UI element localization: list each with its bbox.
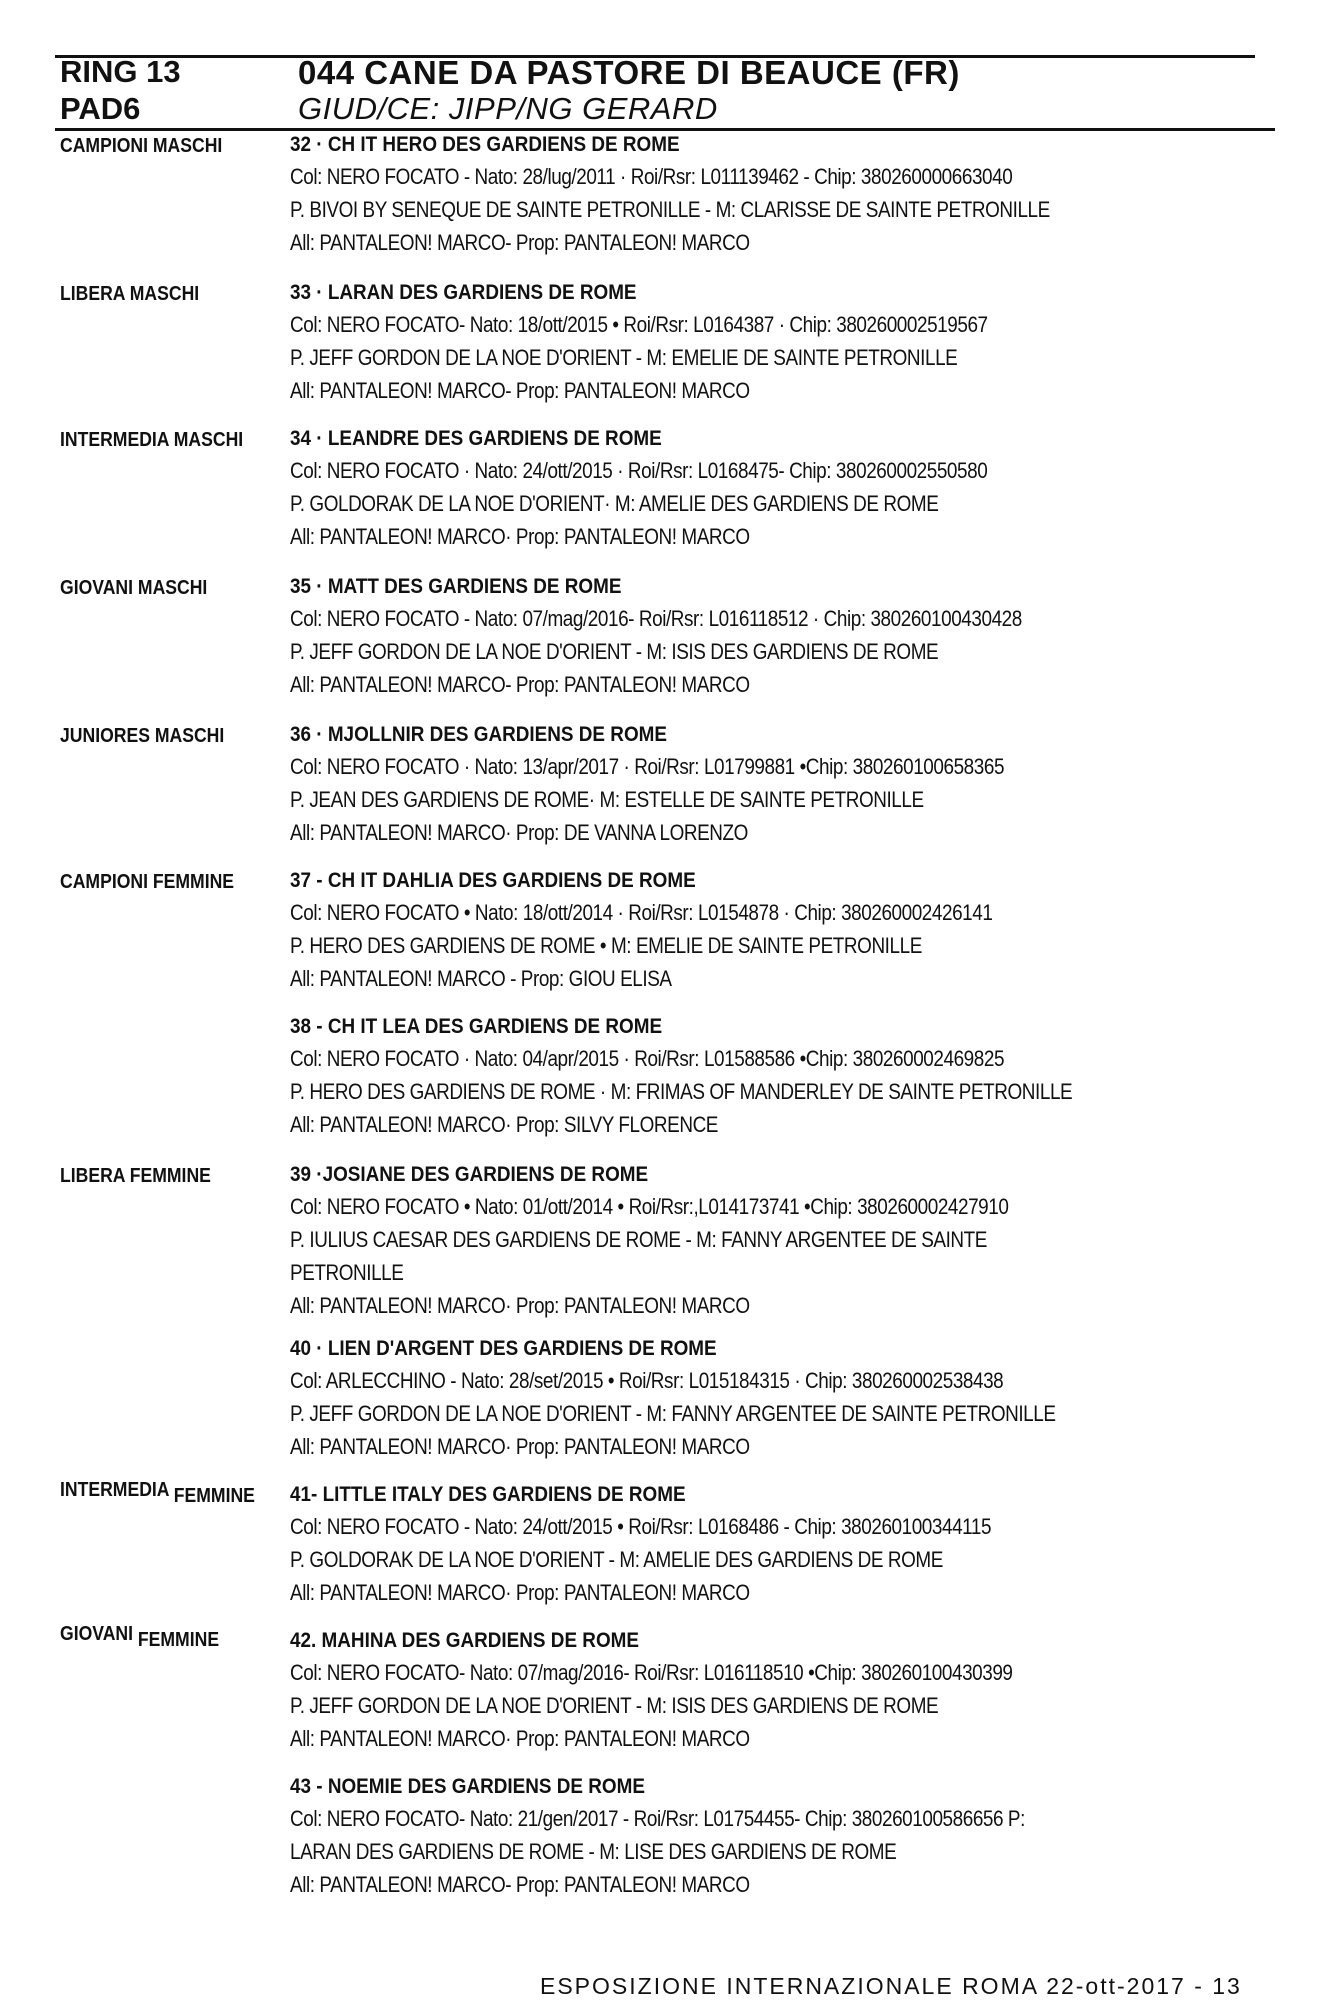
entry-parents: P. BIVOI BY SENEQUE DE SAINTE PETRONILLE - M: CLARISSE DE SAINTE PETRONILLE <box>290 197 1050 222</box>
entry-owner: All: PANTALEON! MARCO - Prop: GIOU ELISA <box>290 966 672 991</box>
entry-40 <box>290 1334 1250 1463</box>
entry-33 <box>290 278 1250 407</box>
entry-title: 42. MAHINA DES GARDIENS DE ROME <box>290 1629 640 1652</box>
class-label-giovani-maschi: GIOVANI MASCHI <box>60 577 208 599</box>
entry-title: 34 · LEANDRE DES GARDIENS DE ROME <box>290 427 662 450</box>
entry-details: Col: NERO FOCATO- Nato: 07/mag/2016- Roi/Rsr: L016118510 •Chip: 380260100430399 <box>290 1660 1013 1685</box>
entry-owner: All: PANTALEON! MARCO· Prop: DE VANNA LORENZO <box>290 820 748 845</box>
entry-owner: All: PANTALEON! MARCO- Prop: PANTALEON! MARCO <box>290 230 750 255</box>
entry-title: 41- LITTLE ITALY DES GARDIENS DE ROME <box>290 1483 686 1506</box>
entry-41 <box>290 1480 1250 1609</box>
entry-title: 39 ·JOSIANE DES GARDIENS DE ROME <box>290 1163 649 1186</box>
ring-number: RING 13 <box>60 54 181 89</box>
entry-36 <box>290 720 1250 849</box>
entry-parents: P. JEFF GORDON DE LA NOE D'ORIENT - M: FANNY ARGENTEE DE SAINTE PETRONILLE <box>290 1401 1056 1426</box>
entry-parents: P. JEAN DES GARDIENS DE ROME· M: ESTELLE DE SAINTE PETRONILLE <box>290 787 924 812</box>
entry-parents: P. JEFF GORDON DE LA NOE D'ORIENT - M: ISIS DES GARDIENS DE ROME <box>290 639 939 664</box>
entry-details: Col: NERO FOCATO- Nato: 18/ott/2015 • Roi/Rsr: L0164387 · Chip: 380260002519567 <box>290 312 988 337</box>
class-label-part: INTERMEDIA <box>60 1479 169 1501</box>
entry-details: Col: NERO FOCATO • Nato: 01/ott/2014 • Roi/Rsr:,L014173741 •Chip: 380260002427910 <box>290 1194 1009 1219</box>
entry-owner: All: PANTALEON! MARCO· Prop: PANTALEON! MARCO <box>290 1293 750 1318</box>
breed-title: 044 CANE DA PASTORE DI BEAUCE (FR) <box>298 54 960 91</box>
entry-details: Col: NERO FOCATO - Nato: 28/lug/2011 · Roi/Rsr: L011139462 - Chip: 380260000663040 <box>290 164 1013 189</box>
entry-owner: All: PANTALEON! MARCO· Prop: SILVY FLORENCE <box>290 1112 718 1137</box>
entry-owner: All: PANTALEON! MARCO- Prop: PANTALEON! MARCO <box>290 1872 750 1897</box>
entry-parents-continued: PETRONILLE <box>290 1260 404 1285</box>
entry-parents: LARAN DES GARDIENS DE ROME - M: LISE DES GARDIENS DE ROME <box>290 1839 897 1864</box>
entry-34 <box>290 424 1250 553</box>
class-label-campioni-maschi: CAMPIONI MASCHI <box>60 135 223 157</box>
entry-title: 32 · CH IT HERO DES GARDIENS DE ROME <box>290 133 680 156</box>
entry-38 <box>290 1012 1250 1141</box>
entry-32 <box>290 130 1250 259</box>
class-label-part: FEMMINE <box>137 1629 220 1651</box>
class-label-campioni-femmine: CAMPIONI FEMMINE <box>60 871 235 893</box>
entry-owner: All: PANTALEON! MARCO· Prop: PANTALEON! MARCO <box>290 1580 750 1605</box>
entry-parents: P. HERO DES GARDIENS DE ROME • M: EMELIE DE SAINTE PETRONILLE <box>290 933 922 958</box>
pad-number: PAD6 <box>60 91 141 126</box>
entry-owner: All: PANTALEON! MARCO- Prop: PANTALEON! MARCO <box>290 378 750 403</box>
entry-details: Col: NERO FOCATO · Nato: 24/ott/2015 · Roi/Rsr: L0168475- Chip: 380260002550580 <box>290 458 988 483</box>
entry-details: Col: NERO FOCATO · Nato: 13/apr/2017 · Roi/Rsr: L01799881 •Chip: 380260100658365 <box>290 754 1005 779</box>
entry-title: 38 - CH IT LEA DES GARDIENS DE ROME <box>290 1015 663 1038</box>
entry-35 <box>290 572 1250 701</box>
judge-name: GIUD/CE: JIPP/NG GERARD <box>298 91 718 126</box>
entry-parents: P. HERO DES GARDIENS DE ROME · M: FRIMAS OF MANDERLEY DE SAINTE PETRONILLE <box>290 1079 1073 1104</box>
entry-43 <box>290 1772 1250 1901</box>
entry-details: Col: NERO FOCATO - Nato: 07/mag/2016- Roi/Rsr: L016118512 · Chip: 380260100430428 <box>290 606 1022 631</box>
entry-parents: P. JEFF GORDON DE LA NOE D'ORIENT - M: EMELIE DE SAINTE PETRONILLE <box>290 345 958 370</box>
entry-details: Col: ARLECCHINO - Nato: 28/set/2015 • Roi/Rsr: L015184315 · Chip: 380260002538438 <box>290 1368 1004 1393</box>
class-label-intermedia-femmine <box>60 1478 255 1507</box>
entry-37 <box>290 866 1250 995</box>
entry-details: Col: NERO FOCATO- Nato: 21/gen/2017 - Roi/Rsr: L01754455- Chip: 380260100586656 P: <box>290 1806 1025 1831</box>
page-footer: ESPOSIZIONE INTERNAZIONALE ROMA 22-ott-2017 - 13 <box>540 1973 1242 1999</box>
entry-title: 43 - NOEMIE DES GARDIENS DE ROME <box>290 1775 645 1798</box>
entry-details: Col: NERO FOCATO • Nato: 18/ott/2014 · Roi/Rsr: L0154878 · Chip: 380260002426141 <box>290 900 993 925</box>
entry-title: 35 · MATT DES GARDIENS DE ROME <box>290 575 622 598</box>
class-label-juniores-maschi: JUNIORES MASCHI <box>60 725 225 747</box>
entry-42 <box>290 1626 1250 1755</box>
entry-parents: P. IULIUS CAESAR DES GARDIENS DE ROME - M: FANNY ARGENTEE DE SAINTE <box>290 1227 987 1252</box>
entry-title: 36 · MJOLLNIR DES GARDIENS DE ROME <box>290 723 668 746</box>
entry-parents: P. JEFF GORDON DE LA NOE D'ORIENT - M: ISIS DES GARDIENS DE ROME <box>290 1693 939 1718</box>
class-label-intermedia-maschi: INTERMEDIA MASCHI <box>60 429 244 451</box>
entry-owner: All: PANTALEON! MARCO· Prop: PANTALEON! MARCO <box>290 524 750 549</box>
entry-owner: All: PANTALEON! MARCO- Prop: PANTALEON! MARCO <box>290 672 750 697</box>
entry-owner: All: PANTALEON! MARCO· Prop: PANTALEON! MARCO <box>290 1726 750 1751</box>
entry-title: 37 - CH IT DAHLIA DES GARDIENS DE ROME <box>290 869 696 892</box>
entry-details: Col: NERO FOCATO · Nato: 04/apr/2015 · Roi/Rsr: L01588586 •Chip: 380260002469825 <box>290 1046 1005 1071</box>
class-label-libera-femmine: LIBERA FEMMINE <box>60 1165 211 1187</box>
entry-39 <box>290 1160 1250 1322</box>
entry-title: 40 · LIEN D'ARGENT DES GARDIENS DE ROME <box>290 1337 717 1360</box>
entry-parents: P. GOLDORAK DE LA NOE D'ORIENT - M: AMELIE DES GARDIENS DE ROME <box>290 1547 943 1572</box>
class-label-libera-maschi: LIBERA MASCHI <box>60 283 200 305</box>
class-label-part: GIOVANI <box>60 1623 134 1645</box>
class-label-part: FEMMINE <box>173 1485 255 1507</box>
entry-details: Col: NERO FOCATO - Nato: 24/ott/2015 • Roi/Rsr: L0168486 - Chip: 380260100344115 <box>290 1514 992 1539</box>
class-label-giovani-femmine <box>60 1622 220 1651</box>
entry-owner: All: PANTALEON! MARCO· Prop: PANTALEON! MARCO <box>290 1434 750 1459</box>
entry-parents: P. GOLDORAK DE LA NOE D'ORIENT· M: AMELIE DES GARDIENS DE ROME <box>290 491 939 516</box>
entry-title: 33 · LARAN DES GARDIENS DE ROME <box>290 281 637 304</box>
